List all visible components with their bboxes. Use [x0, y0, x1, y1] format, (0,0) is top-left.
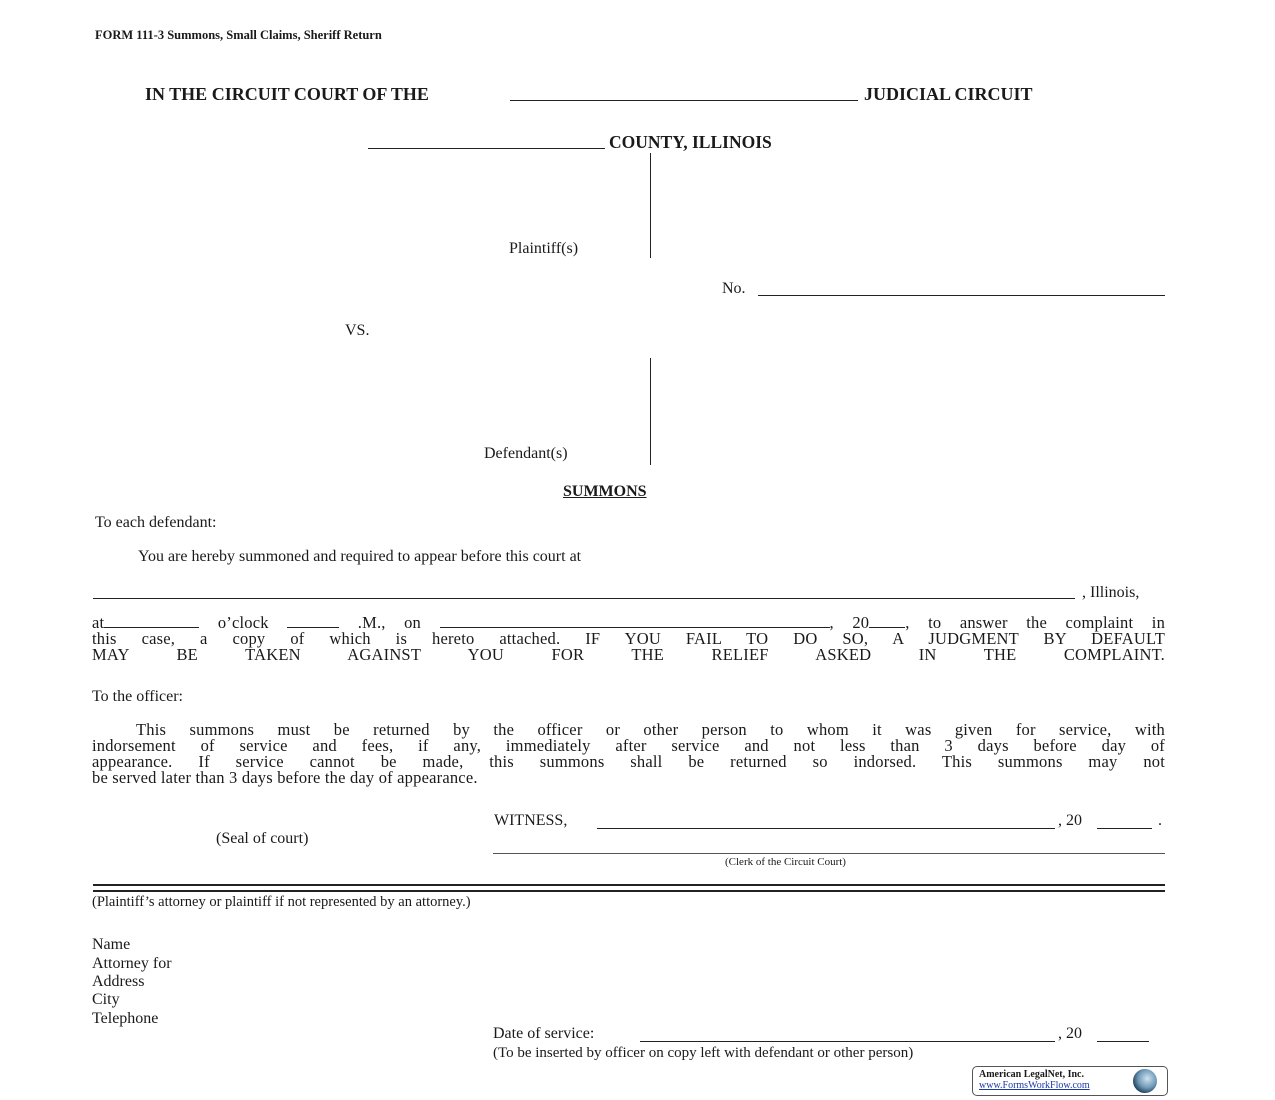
appearance-line-3: MAY BE TAKEN AGAINST YOU FOR THE RELIEF ASKED IN THE COMPLAINT.: [92, 645, 1165, 664]
appearance-paragraph: [92, 615, 1165, 663]
witness-year-blank[interactable]: [1097, 828, 1152, 829]
year-blank[interactable]: [869, 615, 905, 628]
seal-label: (Seal of court): [216, 830, 309, 847]
year-prefix: , 20: [829, 613, 870, 632]
defendant-label: Defendant(s): [484, 445, 568, 462]
court-suffix: JUDICIAL CIRCUIT: [864, 84, 1033, 104]
witness-label: WITNESS,: [494, 812, 568, 829]
plaintiff-bracket: [650, 153, 651, 258]
illinois-label: , Illinois,: [1082, 584, 1140, 601]
field-name: Name: [92, 936, 131, 953]
case-no-label: No.: [722, 280, 746, 297]
logo-company: American LegalNet, Inc.: [979, 1069, 1084, 1080]
officer-line: indorsement of service and fees, if any, immediately after service and not less than 3 days before day of: [92, 736, 1165, 755]
circuit-blank[interactable]: [510, 100, 858, 101]
time-blank[interactable]: [104, 615, 199, 628]
logo-url[interactable]: www.FormsWorkFlow.com: [979, 1080, 1090, 1091]
defendant-bracket: [650, 358, 651, 465]
field-telephone: Telephone: [92, 1010, 159, 1027]
witness-year: , 20: [1058, 812, 1082, 829]
globe-icon: [1133, 1069, 1157, 1093]
county-label: COUNTY, ILLINOIS: [609, 132, 772, 152]
american-legalnet-logo[interactable]: [972, 1066, 1168, 1096]
officer-line: This summons must be returned by the officer or other person to whom it was given for service, with: [136, 720, 1165, 739]
field-city: City: [92, 991, 120, 1008]
court-location-blank[interactable]: [93, 598, 1075, 599]
to-defendant: To each defendant:: [95, 514, 217, 531]
field-attorney-for: Attorney for: [92, 955, 172, 972]
to-officer: To the officer:: [92, 688, 183, 705]
oclock-label: o’clock: [217, 613, 269, 632]
service-note: (To be inserted by officer on copy left with defendant or other person): [493, 1045, 914, 1061]
officer-line: appearance. If service cannot be made, this summons shall be returned so indorsed. This summons may not: [92, 752, 1165, 771]
service-year: , 20: [1058, 1025, 1082, 1042]
appearance-line-2: this case, a copy of which is hereto attached. IF YOU FAIL TO DO SO, A JUDGMENT BY DEFAULT: [92, 629, 1165, 648]
am-pm-blank[interactable]: [287, 615, 339, 628]
witness-period: .: [1158, 812, 1162, 829]
date-of-service-label: Date of service:: [493, 1025, 595, 1042]
answer-text: , to answer the complaint in: [905, 613, 1166, 632]
attorney-heading: (Plaintiff’s attorney or plaintiff if not represented by an attorney.): [92, 894, 471, 910]
m-on-label: .M., on: [357, 613, 421, 632]
at-label: at: [92, 613, 105, 632]
officer-line: be served later than 3 days before the day of appearance.: [92, 768, 478, 787]
service-year-blank[interactable]: [1097, 1041, 1149, 1042]
date-of-service-blank[interactable]: [640, 1041, 1055, 1042]
form-title: FORM 111-3 Summons, Small Claims, Sheriff Return: [95, 28, 382, 42]
plaintiff-label: Plaintiff(s): [509, 240, 579, 257]
witness-blank[interactable]: [597, 828, 1055, 829]
date-blank[interactable]: [440, 615, 830, 628]
summons-intro: You are hereby summoned and required to appear before this court at: [138, 548, 582, 565]
case-no-blank[interactable]: [758, 295, 1165, 296]
clerk-signature-line[interactable]: [493, 853, 1165, 854]
summons-title: SUMMONS: [563, 483, 647, 500]
divider-bottom: [93, 890, 1165, 892]
clerk-label: (Clerk of the Circuit Court): [725, 856, 846, 868]
court-prefix: IN THE CIRCUIT COURT OF THE: [145, 84, 429, 104]
officer-paragraph: [92, 722, 1165, 786]
divider-top: [93, 884, 1165, 886]
county-blank[interactable]: [368, 148, 605, 149]
field-address: Address: [92, 973, 145, 990]
vs-label: VS.: [345, 322, 370, 339]
